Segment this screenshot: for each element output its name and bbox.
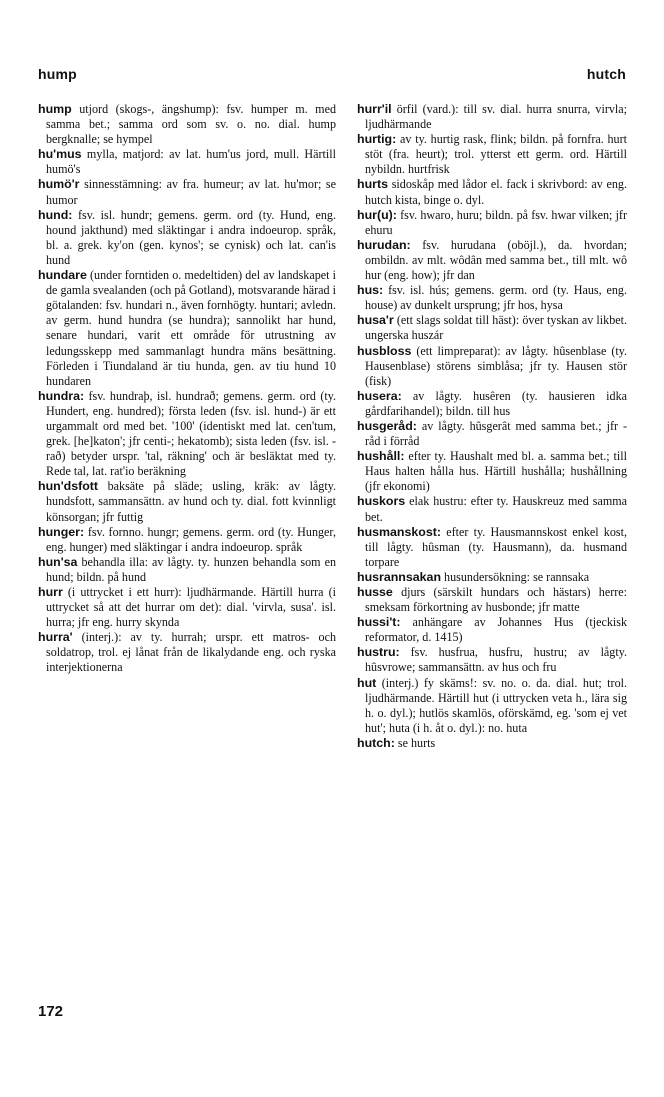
entry-text: mylla, matjord: av lat. hum'us jord, mull. Härtill humö's xyxy=(46,147,337,177)
entry-text: fsv. fornno. hungr; gemens. germ. ord (ty. Hunger, eng. hunger) med släktingar i andra indoeurop. språk xyxy=(46,524,336,554)
entry xyxy=(357,676,627,736)
entry-text: fsv. hwaro, huru; bildn. på fsv. hwar vilken; jfr ehuru xyxy=(365,207,627,237)
entry-text: fsv. isl. hús; gemens. germ. ord (ty. Haus, eng. house) av dunkelt ursprung; jfr hos, hysa xyxy=(365,283,627,313)
headword: hund: xyxy=(38,207,73,222)
entry-text: (interj.) fy skäms!: sv. no. o. da. dial. hut; trol. ljudhärmande. Härtill hut (i uttrycken veta h., lära sig h. o. dyl.); hutlös skamlös, oförskämd, eg. 'som ej vet hut'; huta (i h. åt o. dyl.): no. huta xyxy=(365,675,627,735)
headword: hur(u): xyxy=(357,207,397,222)
entry xyxy=(38,208,336,268)
headword: husa'r xyxy=(357,313,394,328)
entry xyxy=(38,177,336,207)
entry xyxy=(38,630,336,675)
entry-text: av ty. hurtig rask, flink; bildn. på fornfra. hurt stöt (fra. heurt); trol. ytterst ett germ. ord. Härtill nybildn. hurtfrisk xyxy=(365,132,627,177)
entry-text: av lågty. hûsgerât med samma bet.; jfr -råd i förråd xyxy=(365,418,627,449)
entry-text: djurs (särskilt hundars och hästars) herre: smeksam förkortning av husbonde; jfr matte xyxy=(365,585,627,615)
entry xyxy=(357,615,627,645)
headword: hutch: xyxy=(357,735,395,750)
headword: hussi't: xyxy=(357,615,401,630)
headword: hurra' xyxy=(38,630,73,645)
headword: hurts xyxy=(357,177,388,192)
entry-text: fsv. hurudana (oböjl.), da. hvordan; ombildn. av mlt. wôdân med samma bet., till mlt. wô hur (eng. how); jfr dan xyxy=(365,237,628,283)
entry-text: utjord (skogs-, ängshump): fsv. humper m. med samma bet.; samma ord som sv. o. no. dial. hump bergknalle; se hympel xyxy=(46,102,336,147)
entry xyxy=(357,283,627,313)
entry-text: elak hustru: efter ty. Hauskreuz med samma bet. xyxy=(365,494,627,524)
entry-text: (ett slags soldat till häst): över tyskan av likbet. ungerska huszár xyxy=(365,313,627,343)
headword: husgeråd: xyxy=(357,418,417,433)
entry xyxy=(357,449,627,494)
entry-text: (under forntiden o. medeltiden) del av landskapet i de gamla svealanden (och på Gotland), motsvarande härad i götalanden: fsv. hundari n., även fornhögty. huntari; avledn. av germ. hund hundra (se hundra); sannolikt har hund, senare hundari, varit ett område för utrustning av ledungsskepp med sammanlagt hundra mäns besättning. Förleden i Tiundaland är tiu hunda, gen. av tiu hund 10 hundaren xyxy=(46,268,336,388)
headword: hundare xyxy=(38,268,87,283)
entry-text: fsv. husfrua, husfru, hustru; av lågty. hûsvrowe; sammansättn. av hus och fru xyxy=(365,645,627,675)
entry xyxy=(357,132,627,177)
entry xyxy=(38,585,336,630)
headword: husbloss xyxy=(357,343,412,358)
headword: hundra: xyxy=(38,388,85,403)
headword: hurr'il xyxy=(357,102,392,116)
headword: hump xyxy=(38,102,72,116)
entry xyxy=(357,389,627,419)
entry-text: (interj.): av ty. hurrah; urspr. ett matros- och soldatrop, trol. ej lånat från de likalydande eng. och ryska interjektionerna xyxy=(46,630,336,675)
entry xyxy=(357,645,627,675)
headword: husse xyxy=(357,585,393,599)
headword: humö'r xyxy=(38,177,80,192)
headword: hushåll: xyxy=(357,449,405,464)
headword: husera: xyxy=(357,388,402,403)
entry xyxy=(38,555,336,585)
entry xyxy=(357,585,627,615)
headword: hun'sa xyxy=(38,554,78,569)
entry-text: efter ty. Hausmannskost enkel kost, till lågty. hûsman (ty. Hausmann), da. husmand torpare xyxy=(365,524,627,569)
headword: hurr xyxy=(38,585,63,599)
entry xyxy=(38,479,336,524)
entry-text: fsv. hundraþ, isl. hundrað; gemens. germ. ord (ty. Hundert, eng. hundred); första leden (fsv. isl. hund-) är ett urgammalt ord med bet. '100' (identiskt med lat. cen'tum, grek. [he]katon'; jfr centi-; hekatomb); sista leden (fsv. isl. -rað) betyder urspr. 'tal, räkning' och är besläktat med ty. Rede tal, lat. rat'io beräkning xyxy=(46,388,336,479)
running-head-left: hump xyxy=(38,66,77,82)
entry-text: husundersökning: se rannsaka xyxy=(444,569,590,584)
entry xyxy=(38,525,336,555)
headword: hut xyxy=(357,675,377,690)
entry xyxy=(357,208,627,238)
entry xyxy=(38,102,336,147)
running-head-right: hutch xyxy=(586,66,626,82)
headword: husrannsakan xyxy=(357,569,442,584)
headword: hu'mus xyxy=(38,147,82,162)
headword: hurudan: xyxy=(357,237,411,252)
entry xyxy=(357,419,627,449)
entry-text: baksäte på släde; usling, kräk: av lågty. hundsfott, sammansättn. av hund och ty. dial. fott kvinnligt könsorgan; jfr futtig xyxy=(46,479,336,524)
entry-text: (i uttrycket i ett hurr): ljudhärmande. Härtill hurra (i uttrycket så att det hurrar om det): dial. 'virvla, susa'. isl. hurra; jfr eng. hurry skynda xyxy=(46,585,337,630)
left-column xyxy=(38,102,336,676)
entry xyxy=(357,736,627,751)
entry-text: (ett limpreparat): av lågty. hûsenblase (ty. Hausenblase) störens simblåsa; jfr ty. Hausen stör (fisk) xyxy=(365,343,627,388)
headword: hus: xyxy=(357,283,384,298)
entry xyxy=(357,238,627,283)
headword: hun'dsfott xyxy=(38,479,99,494)
entry xyxy=(38,147,336,177)
entry-text: sinnesstämning: av fra. humeur; av lat. hu'mor; se humor xyxy=(46,177,336,207)
entry xyxy=(38,268,336,389)
headword: hunger: xyxy=(38,524,85,539)
entry xyxy=(357,494,627,524)
entry-text: se hurts xyxy=(397,735,436,750)
headword: huskors xyxy=(357,494,406,509)
entry-text: behandla illa: av lågty. ty. hunzen behandla som en hund; bildn. på hund xyxy=(46,554,336,584)
entry-text: fsv. isl. hundr; gemens. germ. ord (ty. Hund, eng. hound jakthund) med släktingar i andra indoeurop. språk, bl. a. grek. ky'on (gen. kynos'; se cynisk) och lat. can'is hund xyxy=(46,207,336,267)
entry xyxy=(357,525,627,570)
headword: husmanskost: xyxy=(357,524,441,539)
entry xyxy=(357,570,627,585)
entry-text: örfil (vard.): till sv. dial. hurra snurra, virvla; ljudhärmande xyxy=(365,102,627,132)
entry xyxy=(357,102,627,132)
entry-text: efter ty. Haushalt med bl. a. samma bet.; till Haus halten hålla hus. Härtill hushålla; hushållning (jfr ekonomi) xyxy=(365,449,627,494)
headword: hustru: xyxy=(357,645,400,660)
entry-text: av lågty. husêren (ty. hausieren idka gårdfarihandel); bildn. till hus xyxy=(365,388,627,418)
entry xyxy=(357,313,627,343)
right-column xyxy=(357,102,627,751)
entry xyxy=(38,389,336,480)
entry xyxy=(357,344,627,389)
entry xyxy=(357,177,627,207)
entry-text: sidoskåp med lådor el. fack i skrivbord: av eng. hutch kista, binge o. dyl. xyxy=(365,177,627,207)
headword: hurtig: xyxy=(357,132,397,147)
page-number: 172 xyxy=(38,1003,64,1020)
entry-text: anhängare av Johannes Hus (tjeckisk reformator, d. 1415) xyxy=(365,615,627,645)
